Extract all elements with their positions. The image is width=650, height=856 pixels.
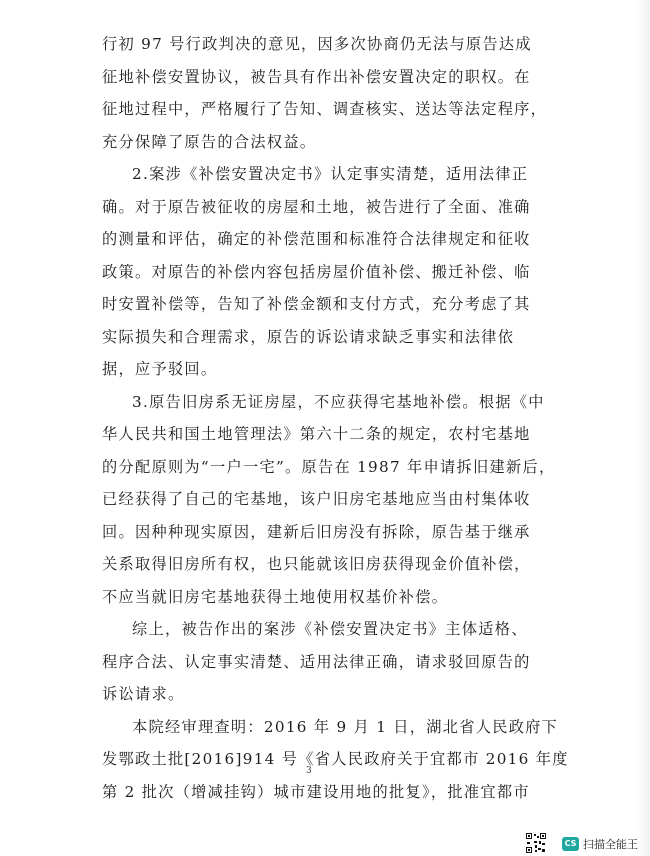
text-line: 时安置补偿等，告知了补偿金额和支付方式，充分考虑了其 — [102, 295, 531, 313]
paragraph-start-line: 3.原告旧房系无证房屋，不应获得宅基地补偿。根据《中 — [132, 392, 545, 411]
text-line: 的分配原则为“一户一宅”。原告在 1987 年申请拆旧建新后， — [102, 457, 556, 476]
text-line: 程序合法、认定事实清楚、适用法律正确，请求驳回原告的 — [102, 652, 531, 671]
text-line: 诉讼请求。 — [102, 685, 185, 703]
text-line: 已经获得了自己的宅基地，该户旧房宅基地应当由村集体收 — [102, 490, 531, 508]
text-line: 的测量和评估，确定的补偿范围和标准符合法律规定和征收 — [102, 230, 531, 248]
text-line: 充分保障了原告的合法权益。 — [102, 132, 317, 151]
paragraph-start-line: 综上，被告作出的案涉《补偿安置决定书》主体适格、 — [132, 620, 528, 638]
text-line: 回。因种种现实原因，建新后旧房没有拆除，原告基于继承 — [102, 522, 531, 541]
text-line: 征地过程中，严格履行了告知、调查核实、送达等法定程序， — [102, 100, 548, 118]
text-line: 征地补偿安置协议，被告具有作出补偿安置决定的职权。在 — [102, 67, 531, 86]
page-number: 3 — [306, 766, 312, 776]
paragraph-start-line: 本院经审理查明：2016 年 9 月 1 日，湖北省人民政府下 — [132, 717, 559, 736]
text-line: 确。对于原告被征收的房屋和土地，被告进行了全面、准确 — [102, 197, 531, 216]
paragraph-start-line: 2.案涉《补偿安置决定书》认定事实清楚，适用法律正 — [132, 165, 529, 183]
document-body — [102, 28, 569, 808]
text-line: 政策。对原告的补偿内容包括房屋价值补偿、搬迁补偿、临 — [102, 262, 531, 281]
text-line: 行初 97 号行政判决的意见，因多次协商仍无法与原告达成 — [102, 35, 532, 53]
text-line: 第 2 批次（增减挂钩）城市建设用地的批复》，批准宜都市 — [102, 782, 530, 801]
text-line: 关系取得旧房所有权，也只能就该旧房获得现金价值补偿， — [102, 555, 531, 573]
scanner-app-name: 扫描全能王 — [583, 838, 638, 851]
text-line: 据，应予驳回。 — [102, 360, 218, 378]
text-line: 实际损失和合理需求，原告的诉讼请求缺乏事实和法律依 — [102, 327, 515, 346]
text-line: 发鄂政土批[2016]914 号《省人民政府关于宜都市 2016 年度 — [102, 750, 569, 768]
text-line: 不应当就旧房宅基地获得土地使用权基价补偿。 — [102, 587, 449, 606]
qr-code-icon — [526, 833, 546, 853]
page-edge-shadow — [636, 0, 650, 856]
text-line: 华人民共和国土地管理法》第六十二条的规定，农村宅基地 — [102, 425, 531, 443]
camscanner-logo-icon: CS — [562, 837, 579, 851]
